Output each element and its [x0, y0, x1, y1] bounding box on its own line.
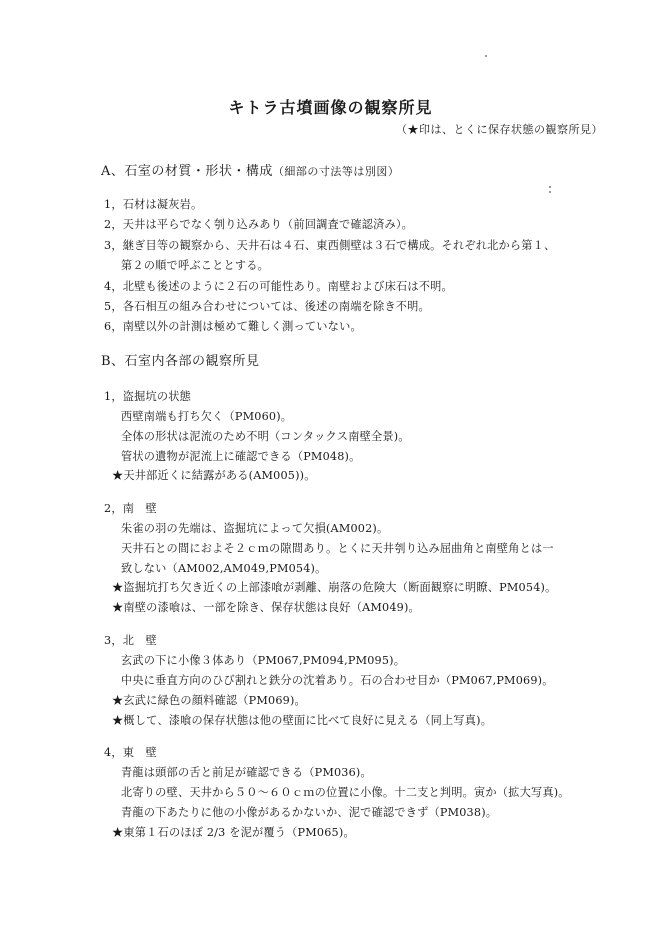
group-2-title: 2，南 壁 — [104, 502, 157, 515]
group-2-line-3: 致しない（AM002,AM049,PM054)。 — [121, 562, 327, 575]
group-2-line-2: 天井石との間におよそ２ｃｍの隙間あり。とくに天井刳り込み屈曲角と南壁角とは一 — [121, 542, 554, 555]
section-a-item-3-cont: 第２の順で呼ぶこととする。 — [121, 259, 270, 272]
group-1-line-3: 管状の遺物が泥流上に確認できる（PM048)。 — [121, 450, 361, 463]
section-a-heading — [101, 160, 399, 179]
group-1-line-1: 西壁南端も打ち欠く（PM060)。 — [121, 410, 293, 423]
section-a-item-5: 5，各石相互の組み合わせについては、後述の南端を除き不明。 — [104, 300, 430, 313]
scan-speck — [549, 186, 551, 188]
scan-speck — [549, 191, 551, 193]
group-3-star-1: ★玄武に緑色の顔料確認（PM069)。 — [112, 694, 306, 707]
section-a-item-3: 3，継ぎ目等の観察から、天井石は４石、東西側壁は３石で構成。それぞれ北から第１、 — [104, 239, 556, 252]
group-4-line-3: 青龍の下あたりに他の小像があるかないか、泥で確認できず（PM038)。 — [121, 806, 498, 819]
group-1-line-2: 全体の形状は泥流のため不明（コンタックス南壁全景)。 — [121, 430, 410, 443]
group-1-title: 1，盗掘坑の状態 — [104, 390, 192, 403]
page-subtitle: （★印は、とくに保存状態の観察所見） — [396, 123, 603, 136]
scan-speck — [485, 55, 487, 57]
group-4-line-2: 北寄りの壁、天井から５０～６０ｃｍの位置に小像。十二支と判明。寅か（拡大写真)。 — [121, 786, 570, 799]
group-3-line-2: 中央に垂直方向のひび割れと鉄分の沈着あり。石の合わせ目か（PM067,PM069)。 — [121, 674, 554, 687]
section-a-title: A、石室の材質・形状・構成 — [101, 164, 273, 179]
group-3-line-1: 玄武の下に小像３体あり（PM067,PM094,PM095)。 — [121, 654, 406, 667]
group-3-star-2: ★概して、漆喰の保存状態は他の壁面に比べて良好に見える（同上写真)。 — [112, 714, 493, 727]
section-a-item-2: 2，天井は平らでなく刳り込みあり（前回調査で確認済み）。 — [104, 218, 414, 231]
group-4-title: 4，東 壁 — [104, 746, 157, 759]
section-a-note: （細部の寸法等は別図） — [272, 165, 400, 178]
group-2-star-2: ★南壁の漆喰は、一部を除き、保存状態は良好（AM049)。 — [112, 601, 420, 614]
group-2-star-1: ★盗掘坑打ち欠き近くの上部漆喰が剥離、崩落の危険大（断面観察に明瞭、PM054)。 — [112, 581, 557, 594]
section-a-item-1: 1，石材は凝灰岩。 — [104, 198, 203, 211]
group-1-star-1: ★天井部近くに結露がある(AM005))。 — [112, 469, 316, 482]
section-a-item-6: 6，南壁以外の計測は極めて難しく測っていない。 — [104, 320, 362, 333]
page-title: キトラ古墳画像の観察所見 — [228, 98, 433, 117]
group-2-line-1: 朱雀の羽の先端は、盗掘坑によって欠損(AM002)。 — [121, 522, 389, 535]
section-a-item-4: 4，北壁も後述のように２石の可能性あり。南壁および床石は不明。 — [104, 280, 453, 293]
section-b-heading: B、石室内各部の観察所見 — [101, 354, 260, 369]
group-3-title: 3，北 壁 — [104, 634, 157, 647]
group-4-star-1: ★東第１石のほぼ 2/3 を泥が覆う（PM065)。 — [112, 826, 355, 839]
group-4-line-1: 青龍は頭部の舌と前足が確認できる（PM036)。 — [121, 766, 372, 779]
